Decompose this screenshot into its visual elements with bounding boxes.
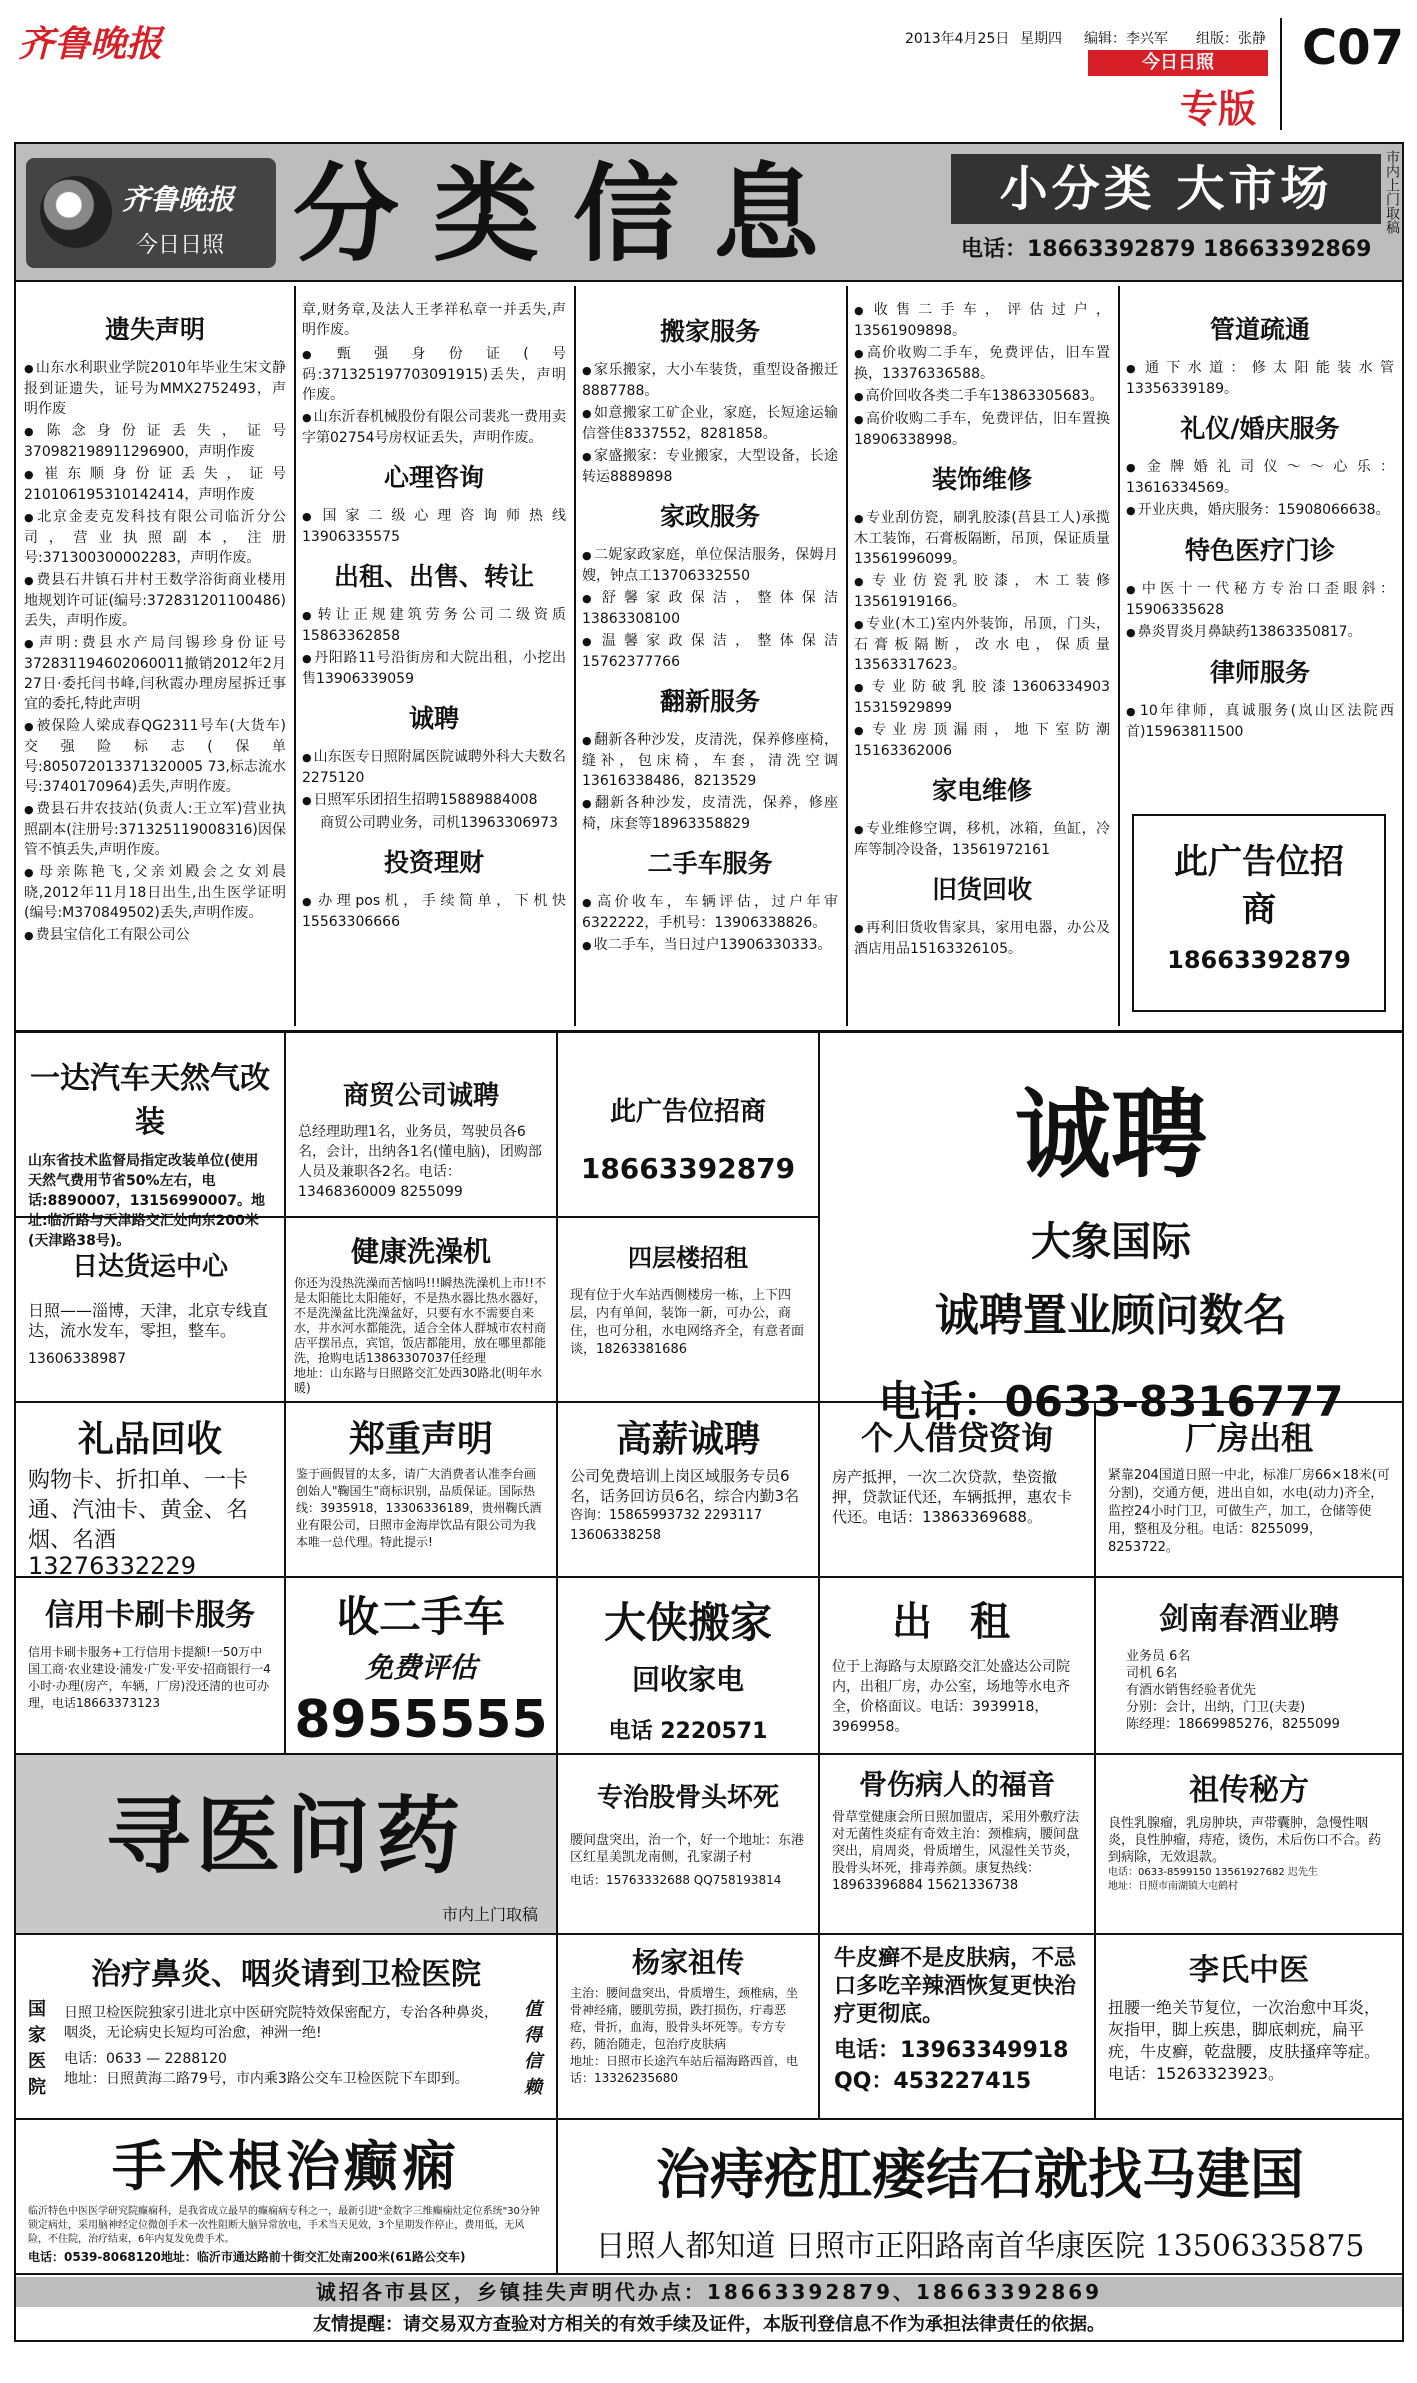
ad-phone: 电话：13963349918 xyxy=(834,2038,1069,2063)
listing-item: ● 家乐搬家，大小车装货，重型设备搬迁8887788。 xyxy=(582,360,838,401)
ad-factory-rent xyxy=(1096,1403,1402,1578)
ad-space-phone: 18663392879 xyxy=(1167,946,1351,974)
column-services-a xyxy=(302,300,566,934)
banner-title: 分类信息 xyxy=(293,151,853,276)
listing-item: ● 专业房顶漏雨，地下室防潮15163362006 xyxy=(854,720,1110,761)
ad-space-box xyxy=(1132,814,1386,1012)
ad-text: 日照——淄博，天津，北京专线直达，流水发车，零担，整车。 xyxy=(28,1301,269,1340)
ad-daxia-moving xyxy=(558,1578,820,1755)
ad-rhinitis-clinic xyxy=(16,1935,558,2120)
ad-solemn-statement xyxy=(286,1403,558,1578)
ad-title: 郑重声明 xyxy=(348,1418,493,1460)
ad-used-car-buy xyxy=(286,1578,558,1755)
listing-item: ● 翻新各种沙发，皮清洗，保养修座椅，缝补，包床椅，车套，清洗空调13616338486，8213529 xyxy=(582,730,838,791)
special-label: 专版 xyxy=(1180,86,1257,131)
ad-phone: 电话：0539-8068120地址：临沂市通达路前十街交汇处南200米(61路公交车) xyxy=(28,2250,466,2264)
ad-personal-loan xyxy=(820,1403,1096,1578)
ad-phone: 18663392879 xyxy=(580,1152,796,1185)
ad-phone: 13276332229 xyxy=(28,1552,196,1580)
ad-text: 现有位于火车站西侧楼房一栋，上下四层，内有单间，装饰一新，可办公，商住，也可分租，水电网络齐全，有意者面谈，18263381686 xyxy=(570,1288,805,1357)
listing-item: ● 舒馨家政保洁，整体保洁13863308100 xyxy=(582,588,838,629)
banner-phone: 电话：18663392879 18663392869 xyxy=(961,237,1372,262)
ad-text: 紧靠204国道日照一中北，标准厂房66×18米(可分割)，交通方便，进出自如，水电(动力)齐全，监控24小时门卫，可做生产，加工，仓储等使用，整租及分租。电话：8255099，8253722。 xyxy=(1108,1468,1390,1555)
ad-line: 分别：会计，出纳，门卫(夫妻) xyxy=(1126,1700,1306,1715)
column-services-b xyxy=(582,300,838,958)
ad-epilepsy xyxy=(16,2120,558,2275)
section-title: 管道疏通 xyxy=(1209,315,1310,344)
listing-item: ● 如意搬家工矿企业，家庭，长短途运输信誉佳8337552，8281858。 xyxy=(582,403,838,444)
ad-title: 大侠搬家 xyxy=(603,1598,772,1647)
ad-title: 日达货运中心 xyxy=(71,1252,228,1282)
ad-title: 治疗鼻炎、咽炎请到卫检医院 xyxy=(91,1957,481,1992)
notice-item: ● 甄强身份证(号码:371325197703091915)丢失，声明作废。 xyxy=(302,344,566,405)
section-title: 诚聘 xyxy=(408,704,459,733)
listing-item: ● 高价回收各类二手车13863305683。 xyxy=(854,386,1110,407)
section-title: 心理咨询 xyxy=(383,463,484,492)
section-title: 特色医疗门诊 xyxy=(1184,536,1335,565)
ad-rida-freight xyxy=(16,1218,286,1403)
listing-item: ● 专业(木工)室内外装饰，吊顶，门头，石膏板隔断，改水电，保质量13563317623。 xyxy=(854,614,1110,675)
notice-item: ● 母亲陈艳飞,父亲刘殿会之女刘晨晓,2012年11月18日出生,出生医学证明(编号:M370849502)丢失,声明作废。 xyxy=(24,862,286,923)
ad-phone: 2293117 xyxy=(704,1508,763,1523)
ad-gift-recycle xyxy=(16,1403,286,1578)
ad-seek-medical xyxy=(16,1755,558,1935)
listing-item: ● 高价收车，车辆评估，过户年审6322222，手机号：13906338826。 xyxy=(582,892,838,933)
ad-sub: 免费评估 xyxy=(364,1651,477,1684)
listing-item: ● 收售二手车，评估过户，13561909898。 xyxy=(854,300,1110,341)
notice-item: ● 费县石井农技站(负责人:王立军)营业执照副本(注册号:371325119008316)因保管不慎丢失,声明作废。 xyxy=(24,799,286,860)
listing-item: ● 鼻炎胃炎月鼻缺药13863350817。 xyxy=(1126,622,1394,643)
ad-phone: 13606338987 xyxy=(28,1351,126,1367)
banner-side-note: 市内上门取稿 xyxy=(1384,150,1400,234)
ad-text: 山东省技术监督局指定改装单位(使用天然气费用节省50%左右，电话:8890007，13156990007。地址:临沂路与天津路交汇处向东200米(天津路38号)。 xyxy=(28,1153,265,1249)
listing-item: ● 专业刮仿瓷，刷乳胶漆(莒县工人)承揽木工装饰，石膏板隔断，吊顶，保证质量13561996099。 xyxy=(854,508,1110,569)
ad-sub: 市内上门取稿 xyxy=(441,1905,538,1924)
ad-text: 临沂特色中医医学研究院癫痫科，是我省成立最早的癫痫病专科之一，最新引进"金数字三维癫痫灶定位系统"30分钟锁定病灶，采用脑神经定位微创手术一次性阻断大脑异常放电，手术当天见效，3个星期发作停止，费用低，无风险，不住院，治疗结束，6年内复发免费手术。 xyxy=(28,2206,540,2245)
section-title: 礼仪/婚庆服务 xyxy=(1180,414,1340,443)
notice-item: ● 费县宝信化工有限公司公 xyxy=(24,925,286,946)
section-title: 二手车服务 xyxy=(647,849,773,878)
ad-phone: 电话：0633-8599150 13561927682 迟先生 xyxy=(1108,1867,1318,1878)
listing-item: ● 收二手车，当日过户13906330333。 xyxy=(582,935,838,956)
section-title: 装饰维修 xyxy=(931,465,1032,494)
ad-femoral-head xyxy=(558,1755,820,1935)
ad-text: 公司免费培训上岗区域服务专员6名，话务回访员6名，综合内勤3名 xyxy=(570,1467,800,1505)
banner-logo-emblem-icon xyxy=(40,176,112,248)
ad-text: 诚聘置业顾问数名 xyxy=(935,1290,1287,1341)
banner xyxy=(16,144,1402,282)
ad-text: 日照人都知道 日照市正阳路南首华康医院 13506335875 xyxy=(595,2229,1365,2264)
notice-item: ● 费县石井镇石井村王数学浴街商业楼用地规划许可证(编号:372831201100486)丢失，声明作废。 xyxy=(24,570,286,631)
notice-item: ● 陈念身份证丢失，证号370982198911296900，声明作废 xyxy=(24,421,286,462)
ad-address: 地址：日照市南湖镇大屯鹤村 xyxy=(1108,1881,1238,1892)
listing-item: ● 办理pos机，手续简单，下机快15563306666 xyxy=(302,891,566,932)
notice-item: ● 山东水利职业学院2010年毕业生宋文静报到证遗失，证号为MMX2752493，声明作废 xyxy=(24,358,286,419)
ad-phone: 8955555 xyxy=(294,1690,548,1750)
ad-text: 扭腰一绝关节复位，一次治愈中耳炎，灰指甲，脚上疾患，脚底刺疣，扁平疣，牛皮癣，乾盘腰，皮肤搔痒等症。电话：15263323923。 xyxy=(1108,1998,1381,2083)
header-layout: 组版：张静 xyxy=(1196,31,1266,47)
ad-qq: QQ：453227415 xyxy=(834,2069,1032,2094)
listing-item: ● 高价收购二手车，免费评估，旧车置换18906338998。 xyxy=(854,409,1110,450)
ad-ancestral-recipe xyxy=(1096,1755,1402,1935)
ad-space-title: 此广告位招商 xyxy=(1174,842,1344,930)
ad-daxiang-recruit xyxy=(820,1033,1402,1426)
ad-psoriasis xyxy=(820,1935,1096,2120)
listing-item: ● 开业庆典，婚庆服务：15908066638。 xyxy=(1126,500,1394,521)
listing-item: ● 日照军乐团招生招聘15889884008 xyxy=(302,790,566,811)
ad-phone: 电话：15763332688 QQ758193814 xyxy=(570,1873,782,1887)
header-weekday: 星期四 xyxy=(1020,31,1062,47)
ad-text: 总经理助理1名，业务员，驾驶员各6名，会计，出纳各1名(懂电脑)，团购部人员及兼职各2名。电话：13468360009 8255099 xyxy=(298,1124,542,1200)
listing-item: ● 丹阳路11号沿街房和大院出租，小挖出售13906339059 xyxy=(302,648,566,689)
ad-title: 治痔疮肛瘘结石就找马建国 xyxy=(656,2142,1304,2206)
listing-item: ● 再利旧货收售家具，家用电器，办公及酒店用品15163326105。 xyxy=(854,918,1110,959)
ad-text: 日照卫检医院独家引进北京中医研究院特效保密配方，专治各种鼻炎，咽炎，无论病史长短均可治愈，神洲一绝! xyxy=(64,2005,498,2041)
banner-logo-badge xyxy=(26,158,276,268)
ad-for-rent xyxy=(820,1578,1096,1755)
listing-item: ● 专业防破乳胶漆13606334903 15315929899 xyxy=(854,677,1110,718)
ad-credit-card xyxy=(16,1578,286,1755)
ad-title: 此广告位招商 xyxy=(609,1097,766,1127)
banner-logo-sub: 今日日照 xyxy=(136,233,225,258)
ad-title: 专治股骨头坏死 xyxy=(596,1783,779,1813)
ad-text: 你还为没热洗澡而苦恼吗!!!瞬热洗澡机上市!!不是太阳能比太阳能好，不是热水器比热水器好，不是洗澡盆比洗澡盆好，只要有水不需要自来水，井水河水都能洗，适合全体人群城市农村商店平摆吊点，宾馆，饭店都能用，放在哪里都能洗，抢购电话13863307037任经理 xyxy=(294,1276,547,1365)
ad-title: 手术根治癫痫 xyxy=(112,2134,460,2198)
ad-title: 健康洗澡机 xyxy=(350,1235,491,1268)
ad-title: 收二手车 xyxy=(336,1592,505,1641)
listing-item: ● 转让正规建筑劳务公司二级资质15863362858 xyxy=(302,605,566,646)
ad-bone-injury xyxy=(820,1755,1096,1935)
banner-slogan: 小分类 大市场 xyxy=(951,154,1381,224)
ad-building-rent xyxy=(558,1218,820,1403)
listing-item: ● 10年律师，真诚服务(岚山区法院西首)15963811500 xyxy=(1126,701,1394,742)
ad-sub: 回收家电 xyxy=(631,1663,744,1696)
footer-agents: 诚招各市县区，乡镇挂失声明代办点：18663392879、18663392869 xyxy=(16,2277,1402,2307)
ad-cng-conversion xyxy=(16,1033,286,1249)
ad-side-left: 国家医院 xyxy=(28,1999,46,2098)
ad-title: 李氏中医 xyxy=(1189,1953,1309,1988)
ad-text: 骨草堂健康会所日照加盟店，采用外敷疗法对无菌性炎症有奇效主治：颈椎病，腰间盘突出，肩周炎，骨质增生，风湿性关节炎，股骨头坏死，排毒养颜。康复热线：18963396884 15621336738 xyxy=(832,1810,1080,1893)
ad-title: 诚聘 xyxy=(1015,1078,1207,1191)
section-title: 律师服务 xyxy=(1209,658,1310,687)
listing-item: ● 家盛搬家：专业搬家，大型设备，长途转运8889898 xyxy=(582,446,838,487)
ad-yang-family xyxy=(558,1935,820,2120)
ad-title: 礼品回收 xyxy=(77,1418,222,1460)
ad-title: 寻医问药 xyxy=(105,1786,466,1885)
ad-high-salary xyxy=(558,1403,820,1578)
ad-phone: 电话：0633 — 2288120 xyxy=(64,2051,227,2067)
ad-trading-recruit xyxy=(286,1033,558,1218)
ad-jiannanchun xyxy=(1096,1578,1402,1755)
notice-item: ● 被保险人梁成春QG2311号车(大货车)交强险标志(保单号:805072013371320005 73,标志流水号:3740170964)丢失,声明作废。 xyxy=(24,716,286,797)
ad-title: 杨家祖传 xyxy=(631,1946,744,1979)
ad-text: 良性乳腺瘤，乳房肿块，声带囊肿，急慢性咽炎，良性肿瘤，痔疮，烫伤，术后伤口不合。药到病除，无效退款。 xyxy=(1108,1816,1382,1865)
notice-continued: 章,财务章,及法人王孝祥私章一并丢失,声明作废。 xyxy=(302,302,566,338)
section-title: 翻新服务 xyxy=(659,687,760,716)
ad-address: 地址：日照市长途汽车站后福海路西首，电话：13326235680 xyxy=(570,2054,799,2085)
listing-item: ● 翻新各种沙发，皮清洗，保养，修座椅，床套等18963358829 xyxy=(582,793,838,834)
listing-item: ● 专业维修空调，移机，冰箱，鱼缸，冷库等制冷设备，13561972161 xyxy=(854,819,1110,860)
header-editor: 编辑：李兴军 xyxy=(1084,31,1168,47)
column-services-c xyxy=(854,300,1110,961)
ad-line: 陈经理：18669985276，8255099 xyxy=(1126,1717,1340,1732)
notice-item: ● 声明:费县水产局闫锡珍身份证号372831194602060011撤销2012年2月27日·委托闫书峰,闫秋霞办理房屋拆迁事宜的委托,特此声明 xyxy=(24,633,286,714)
ad-title: 厂房出租 xyxy=(1184,1419,1313,1457)
section-title: 投资理财 xyxy=(383,848,484,877)
notice-item: ● 北京金麦克发科技有限公司临沂分公司，营业执照副本，注册号:371300300002283，声明作废。 xyxy=(24,507,286,568)
column-lost-notices xyxy=(24,300,286,948)
ad-phone: 电话 2220571 xyxy=(608,1719,768,1744)
listing-item: ● 专业仿瓷乳胶漆，木工装修13561919166。 xyxy=(854,571,1110,612)
listing-item: ● 二妮家政家庭，单位保洁服务，保姆月嫂，钟点工13706332550 xyxy=(582,545,838,586)
ad-title: 四层楼招租 xyxy=(628,1243,748,1272)
ad-text: 房产抵押，一次二次贷款，垫资撤押，贷款证代还，车辆抵押，惠农卡代还。电话：13863369688。 xyxy=(832,1468,1073,1526)
ad-text: 位于上海路与太原路交汇处盛达公司院内，出租厂房，办公室，场地等水电齐全，价格面议。电话：3939918，3969958。 xyxy=(832,1659,1070,1735)
listing-item: ● 通下水道：修太阳能装水管13356339189。 xyxy=(1126,358,1394,399)
notice-item: ● 崔东顺身份证丢失，证号210106195310142414，声明作废 xyxy=(24,464,286,505)
listing-item: ● 山东医专日照附属医院诚聘外科大夫数名2275120 xyxy=(302,747,566,788)
section-title: 旧货回收 xyxy=(931,875,1032,904)
section-title: 家政服务 xyxy=(659,502,760,531)
listing-item: ● 金牌婚礼司仪～～心乐：13616334569。 xyxy=(1126,457,1394,498)
ad-address: 地址：日照黄海二路79号，市内乘3路公交车卫检医院下车即到。 xyxy=(64,2071,469,2087)
banner-logo-text: 齐鲁晚报 xyxy=(122,183,235,216)
listing-extra: 商贸公司聘业务，司机13963306973 xyxy=(320,815,558,831)
section-title: 搬家服务 xyxy=(659,317,760,346)
section-title: 家电维修 xyxy=(931,776,1032,805)
ad-title: 剑南春酒业聘 xyxy=(1159,1602,1339,1637)
ad-line: 业务员 6名 xyxy=(1126,1649,1191,1664)
ad-title: 个人借贷资询 xyxy=(860,1419,1053,1457)
ad-text: 牛皮癣不是皮肤病，不忌口多吃辛辣酒恢复更快治疗更彻底。 xyxy=(834,1946,1077,2027)
ad-title: 骨伤病人的福音 xyxy=(858,1768,1055,1801)
listing-item: ● 温馨家政保洁，整体保洁15762377766 xyxy=(582,631,838,672)
notice-list xyxy=(24,358,286,946)
ad-text: 主治：腰间盘突出，骨质增生，颈椎病，坐骨神经痛，腰肌劳损，跌打损伤，疔毒恶疮，骨折，血海，股骨头坏死等。专方专药，随治随走，包治疗皮肤病 xyxy=(570,1986,799,2051)
ad-phone: 咨询：15865993732 xyxy=(570,1508,700,1523)
ad-title: 一达汽车天然气改装 xyxy=(30,1061,270,1140)
ad-text: 腰间盘突出，治一个，好一个地址：东港区红星美凯龙南侧，孔家湖子村 xyxy=(570,1833,805,1865)
section-title: 遗失声明 xyxy=(104,315,205,344)
ad-title: 祖传秘方 xyxy=(1189,1773,1309,1808)
ad-title: 商贸公司诚聘 xyxy=(342,1081,499,1111)
listing-item: ● 国家二级心理咨询师热线 13906335575 xyxy=(302,506,566,547)
ad-title: 高薪诚聘 xyxy=(615,1418,760,1460)
ad-hemorrhoid xyxy=(558,2120,1402,2275)
ad-phone: 电话：0633-8316777 xyxy=(878,1377,1344,1426)
column-services-d xyxy=(1126,300,1394,744)
ad-line: 有酒水销售经验者优先 xyxy=(1126,1683,1257,1698)
listing-item: ● 高价收购二手车，免费评估，旧车置换，13376336588。 xyxy=(854,343,1110,384)
ad-text: 信用卡刷卡服务+工行信用卡提额!一50万中国工商·农业建设·浦发·广发·平安·招商银行一4小时·办理(房产，车辆，厂房)没还清的也可办理，电话18663373123 xyxy=(28,1645,271,1710)
ad-text: 鉴于画假冒的太多，请广大消费者认准李台画创始人"鞠国生"商标识别，品质保证。国际热线：3935918，13306336189，贵州鞠氏酒业有限公司，日照市金海岸饮品有限公司为我本唯一总代理。特此提示! xyxy=(296,1467,542,1549)
ad-title: 信用卡刷卡服务 xyxy=(45,1598,255,1633)
ad-address: 地址：山东路与日照路交汇处西30路北(明年水暖) xyxy=(294,1366,542,1395)
section-badge: 今日日照 xyxy=(1088,50,1268,76)
header-date: 2013年4月25日 xyxy=(905,31,1010,47)
ad-space-small xyxy=(558,1033,820,1218)
ad-phone: 13606338258 xyxy=(570,1528,661,1543)
footer-disclaimer: 友情提醒：请交易双方查验对方相关的有效手续及证件，本版刊登信息不作为承担法律责任的依据。 xyxy=(313,2314,1105,2335)
ad-company: 大象国际 xyxy=(1031,1218,1191,1265)
page-number: C07 xyxy=(1302,20,1405,76)
ad-side-right: 值得信赖 xyxy=(524,1999,542,2098)
ad-li-chinese-medicine xyxy=(1096,1935,1402,2120)
ad-line: 司机 6名 xyxy=(1126,1666,1178,1681)
section-title: 出租、出售、转让 xyxy=(333,562,534,591)
ad-bath-machine xyxy=(286,1218,558,1403)
ad-title: 出 租 xyxy=(892,1598,1022,1645)
notice-item: ● 山东沂春机械股份有限公司裴兆一费用卖字第02754号房权证丢失，声明作废。 xyxy=(302,407,566,448)
masthead-logo: 齐鲁晚报 xyxy=(18,23,163,65)
listing-item: ● 中医十一代秘方专治口歪眼斜：15906335628 xyxy=(1126,579,1394,620)
ad-text: 购物卡、折扣单、一卡通、汽油卡、黄金、名烟、名酒 xyxy=(28,1468,249,1553)
